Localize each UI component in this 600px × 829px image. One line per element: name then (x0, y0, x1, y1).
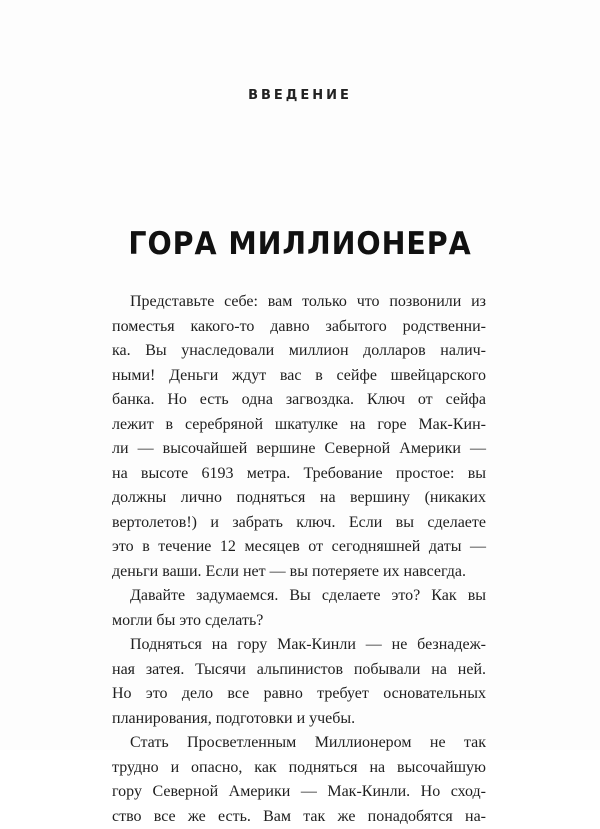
text-line: Стать Просветленным Миллионером не так (112, 731, 486, 756)
text-line: планирования, подготовки и учебы. (112, 707, 486, 732)
text-line: на высоте 6193 метра. Требование простое: вы (112, 462, 486, 487)
text-line: вертолетов!) и забрать ключ. Если вы сделаете (112, 511, 486, 536)
text-line: ка. Вы унаследовали миллион долларов налич- (112, 339, 486, 364)
text-line: ли — высочайшей вершине Северной Америки — (112, 437, 486, 462)
text-line: Представьте себе: вам только что позвонили из (112, 290, 486, 315)
text-line: Подняться на гору Мак-Кинли — не безнадеж- (112, 633, 486, 658)
text-line: ными! Деньги ждут вас в сейфе швейцарского (112, 364, 486, 389)
text-line: деньги ваши. Если нет — вы потеряете их навсегда. (112, 560, 486, 585)
body-text (112, 290, 486, 829)
text-line: банка. Но есть одна загвоздка. Ключ от сейфа (112, 388, 486, 413)
text-line: поместья какого-то давно забытого родственни- (112, 315, 486, 340)
text-line: гору Северной Америки — Мак-Кинли. Но сход- (112, 780, 486, 805)
text-line: это в течение 12 месяцев от сегодняшней даты — (112, 535, 486, 560)
chapter-title: ГОРА МИЛЛИОНЕРА (24, 226, 576, 262)
text-line: ство все же есть. Вам так же понадобятся на- (112, 805, 486, 829)
text-line: лежит в серебряной шкатулке на горе Мак-Кин- (112, 413, 486, 438)
text-line: могли бы это сделать? (112, 609, 486, 634)
text-line: Давайте задумаемся. Вы сделаете это? Как вы (112, 584, 486, 609)
text-line: должны лично подняться на вершину (никаких (112, 486, 486, 511)
text-line: ная затея. Тысячи альпинистов побывали на ней. (112, 658, 486, 683)
text-line: трудно и опасно, как подняться на высочайшую (112, 756, 486, 781)
section-label: ВВЕДЕНИЕ (0, 88, 600, 103)
text-line: Но это дело все равно требует основательных (112, 682, 486, 707)
